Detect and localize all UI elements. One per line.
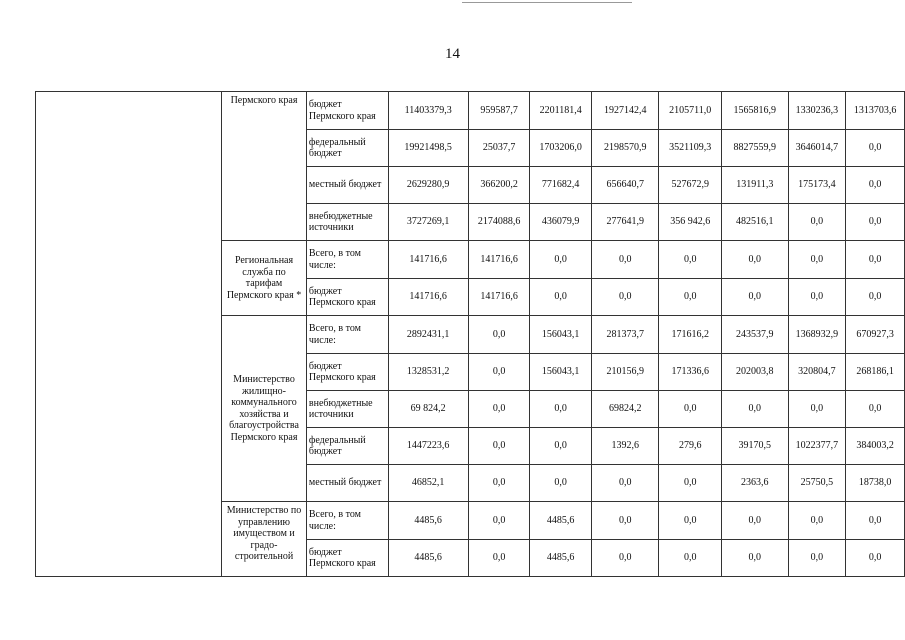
year-amount-cell: 1392,6 — [591, 428, 658, 465]
year-amount-cell: 0,0 — [846, 204, 905, 241]
year-amount-cell: 25750,5 — [788, 465, 846, 502]
funding-source-cell: бюджет Пермского края — [306, 354, 388, 391]
year-amount-cell: 25037,7 — [468, 130, 530, 167]
funding-source-cell: внебюджетные источники — [306, 204, 388, 241]
year-amount-cell: 3646014,7 — [788, 130, 846, 167]
total-amount-cell: 1447223,6 — [388, 428, 468, 465]
executor-cell: Министерство жилищно-коммунального хозяйства и благоустройства Пермского края — [222, 316, 307, 502]
year-amount-cell: 171616,2 — [659, 316, 722, 354]
year-amount-cell: 8827559,9 — [722, 130, 788, 167]
year-amount-cell: 771682,4 — [530, 167, 592, 204]
funding-source-cell: местный бюджет — [306, 167, 388, 204]
funding-source-cell: внебюджетные источники — [306, 391, 388, 428]
total-amount-cell: 141716,6 — [388, 279, 468, 316]
total-amount-cell: 11403379,3 — [388, 92, 468, 130]
year-amount-cell: 1022377,7 — [788, 428, 846, 465]
executor-cell: Министерство по управлению имуществом и градо-строительной — [222, 502, 307, 577]
total-amount-cell: 19921498,5 — [388, 130, 468, 167]
year-amount-cell: 0,0 — [788, 204, 846, 241]
total-amount-cell: 46852,1 — [388, 465, 468, 502]
year-amount-cell: 2174088,6 — [468, 204, 530, 241]
year-amount-cell: 0,0 — [530, 465, 592, 502]
year-amount-cell: 1368932,9 — [788, 316, 846, 354]
funding-source-cell: бюджет Пермского края — [306, 92, 388, 130]
year-amount-cell: 281373,7 — [591, 316, 658, 354]
year-amount-cell: 131911,3 — [722, 167, 788, 204]
year-amount-cell: 0,0 — [468, 465, 530, 502]
year-amount-cell: 1565816,9 — [722, 92, 788, 130]
budget-table — [35, 91, 905, 577]
year-amount-cell: 366200,2 — [468, 167, 530, 204]
year-amount-cell: 0,0 — [788, 391, 846, 428]
year-amount-cell: 4485,6 — [530, 502, 592, 540]
year-amount-cell: 279,6 — [659, 428, 722, 465]
year-amount-cell: 2105711,0 — [659, 92, 722, 130]
year-amount-cell: 0,0 — [659, 241, 722, 279]
top-edge-rule — [462, 0, 632, 3]
year-amount-cell: 384003,2 — [846, 428, 905, 465]
year-amount-cell: 0,0 — [846, 502, 905, 540]
year-amount-cell: 0,0 — [468, 316, 530, 354]
funding-source-cell: местный бюджет — [306, 465, 388, 502]
total-amount-cell: 2892431,1 — [388, 316, 468, 354]
total-amount-cell: 1328531,2 — [388, 354, 468, 391]
year-amount-cell: 210156,9 — [591, 354, 658, 391]
total-amount-cell: 2629280,9 — [388, 167, 468, 204]
year-amount-cell: 0,0 — [659, 279, 722, 316]
funding-source-cell: бюджет Пермского края — [306, 279, 388, 316]
year-amount-cell: 1927142,4 — [591, 92, 658, 130]
year-amount-cell: 0,0 — [530, 279, 592, 316]
year-amount-cell: 1330236,3 — [788, 92, 846, 130]
funding-source-cell: Всего, в том числе: — [306, 502, 388, 540]
total-amount-cell: 3727269,1 — [388, 204, 468, 241]
year-amount-cell: 0,0 — [846, 540, 905, 577]
year-amount-cell: 156043,1 — [530, 316, 592, 354]
year-amount-cell: 0,0 — [722, 502, 788, 540]
year-amount-cell: 39170,5 — [722, 428, 788, 465]
total-amount-cell: 141716,6 — [388, 241, 468, 279]
year-amount-cell: 2363,6 — [722, 465, 788, 502]
funding-source-cell: федеральный бюджет — [306, 428, 388, 465]
year-amount-cell: 243537,9 — [722, 316, 788, 354]
year-amount-cell: 0,0 — [722, 391, 788, 428]
year-amount-cell: 320804,7 — [788, 354, 846, 391]
year-amount-cell: 0,0 — [468, 540, 530, 577]
year-amount-cell: 0,0 — [468, 354, 530, 391]
funding-source-cell: бюджет Пермского края — [306, 540, 388, 577]
total-amount-cell: 4485,6 — [388, 540, 468, 577]
year-amount-cell: 0,0 — [591, 279, 658, 316]
year-amount-cell: 171336,6 — [659, 354, 722, 391]
year-amount-cell: 0,0 — [722, 279, 788, 316]
year-amount-cell: 0,0 — [846, 391, 905, 428]
year-amount-cell: 0,0 — [591, 540, 658, 577]
page-number: 14 — [445, 46, 460, 62]
year-amount-cell: 141716,6 — [468, 279, 530, 316]
year-amount-cell: 356 942,6 — [659, 204, 722, 241]
year-amount-cell: 0,0 — [468, 391, 530, 428]
year-amount-cell: 656640,7 — [591, 167, 658, 204]
year-amount-cell: 69824,2 — [591, 391, 658, 428]
year-amount-cell: 0,0 — [722, 241, 788, 279]
year-amount-cell: 482516,1 — [722, 204, 788, 241]
year-amount-cell: 202003,8 — [722, 354, 788, 391]
year-amount-cell: 141716,6 — [468, 241, 530, 279]
year-amount-cell: 2201181,4 — [530, 92, 592, 130]
year-amount-cell: 0,0 — [846, 279, 905, 316]
year-amount-cell: 959587,7 — [468, 92, 530, 130]
year-amount-cell: 0,0 — [659, 465, 722, 502]
year-amount-cell: 0,0 — [788, 241, 846, 279]
year-amount-cell: 277641,9 — [591, 204, 658, 241]
executor-cell: Пермского края — [222, 92, 307, 241]
year-amount-cell: 0,0 — [846, 130, 905, 167]
year-amount-cell: 1703206,0 — [530, 130, 592, 167]
year-amount-cell: 436079,9 — [530, 204, 592, 241]
year-amount-cell: 0,0 — [788, 540, 846, 577]
year-amount-cell: 0,0 — [846, 241, 905, 279]
year-amount-cell: 0,0 — [788, 279, 846, 316]
year-amount-cell: 1313703,6 — [846, 92, 905, 130]
year-amount-cell: 0,0 — [659, 502, 722, 540]
year-amount-cell: 3521109,3 — [659, 130, 722, 167]
year-amount-cell: 18738,0 — [846, 465, 905, 502]
year-amount-cell: 0,0 — [659, 540, 722, 577]
executor-cell: Региональная служба по тарифам Пермского края * — [222, 241, 307, 316]
year-amount-cell: 0,0 — [591, 241, 658, 279]
year-amount-cell: 0,0 — [468, 428, 530, 465]
year-amount-cell: 175173,4 — [788, 167, 846, 204]
year-amount-cell: 2198570,9 — [591, 130, 658, 167]
year-amount-cell: 0,0 — [846, 167, 905, 204]
year-amount-cell: 0,0 — [530, 241, 592, 279]
year-amount-cell: 670927,3 — [846, 316, 905, 354]
total-amount-cell: 4485,6 — [388, 502, 468, 540]
year-amount-cell: 0,0 — [591, 465, 658, 502]
year-amount-cell: 0,0 — [530, 428, 592, 465]
total-amount-cell: 69 824,2 — [388, 391, 468, 428]
table-row — [36, 92, 905, 130]
funding-source-cell: Всего, в том числе: — [306, 316, 388, 354]
year-amount-cell: 0,0 — [722, 540, 788, 577]
year-amount-cell: 0,0 — [788, 502, 846, 540]
funding-source-cell: федеральный бюджет — [306, 130, 388, 167]
year-amount-cell: 268186,1 — [846, 354, 905, 391]
year-amount-cell: 156043,1 — [530, 354, 592, 391]
year-amount-cell: 4485,6 — [530, 540, 592, 577]
year-amount-cell: 527672,9 — [659, 167, 722, 204]
blank-program-cell — [36, 92, 222, 577]
funding-source-cell: Всего, в том числе: — [306, 241, 388, 279]
year-amount-cell: 0,0 — [591, 502, 658, 540]
year-amount-cell: 0,0 — [659, 391, 722, 428]
year-amount-cell: 0,0 — [468, 502, 530, 540]
year-amount-cell: 0,0 — [530, 391, 592, 428]
